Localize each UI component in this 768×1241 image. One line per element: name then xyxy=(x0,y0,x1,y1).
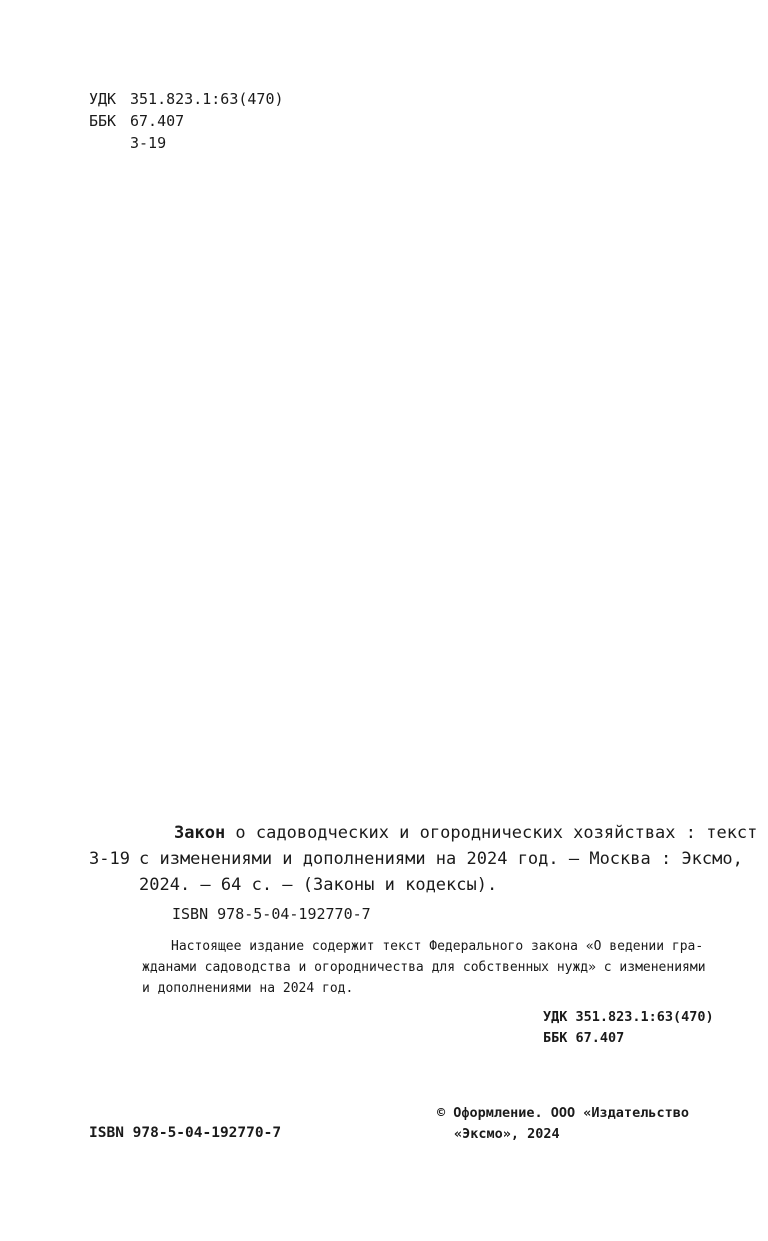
record-cutter: З-19 xyxy=(89,849,130,869)
right-udk: УДК 351.823.1:63(470) xyxy=(543,1009,714,1025)
record-title-rest: о садоводческих и огороднических хозяйствах : текст xyxy=(225,823,758,843)
classification-codes xyxy=(89,88,284,154)
udk-row xyxy=(89,88,284,110)
bbk-row xyxy=(89,110,284,132)
record-text-2: с изменениями и дополнениями на 2024 год. — Москва : Эксмо, xyxy=(139,849,743,869)
record-line-2 xyxy=(89,846,743,872)
copyright-line-2: «Эксмо», 2024 xyxy=(454,1126,560,1142)
record-line-3 xyxy=(89,872,711,898)
record-title: Закон xyxy=(174,823,226,843)
cutter-code: З-19 xyxy=(130,134,167,152)
record-text-3: 2024. — 64 с. — (Законы и кодексы). xyxy=(139,875,498,895)
bibliographic-record xyxy=(89,820,758,898)
bbk-value: 67.407 xyxy=(130,112,185,130)
bottom-isbn: ISBN 978-5-04-192770-7 xyxy=(89,1125,282,1141)
record-line-1 xyxy=(89,820,758,846)
isbn-line: ISBN 978-5-04-192770-7 xyxy=(172,905,371,923)
annotation-line-2: жданами садоводства и огородничества для собственных нужд» с изменениями xyxy=(142,960,706,975)
annotation-line-3: и дополнениями на 2024 год. xyxy=(142,981,354,996)
udk-label: УДК xyxy=(89,90,117,108)
right-bbk: ББК 67.407 xyxy=(543,1030,625,1046)
bbk-label: ББК xyxy=(89,112,117,130)
copyright-notice xyxy=(437,1103,689,1145)
udk-value: 351.823.1:63(470) xyxy=(130,90,284,108)
annotation xyxy=(142,936,710,999)
annotation-line-1: Настоящее издание содержит текст Федерального закона «О ведении гра- xyxy=(171,939,704,954)
copyright-line-1: © Оформление. ООО «Издательство xyxy=(437,1105,689,1121)
right-classification-codes xyxy=(543,1007,714,1049)
cutter-row xyxy=(89,132,284,154)
